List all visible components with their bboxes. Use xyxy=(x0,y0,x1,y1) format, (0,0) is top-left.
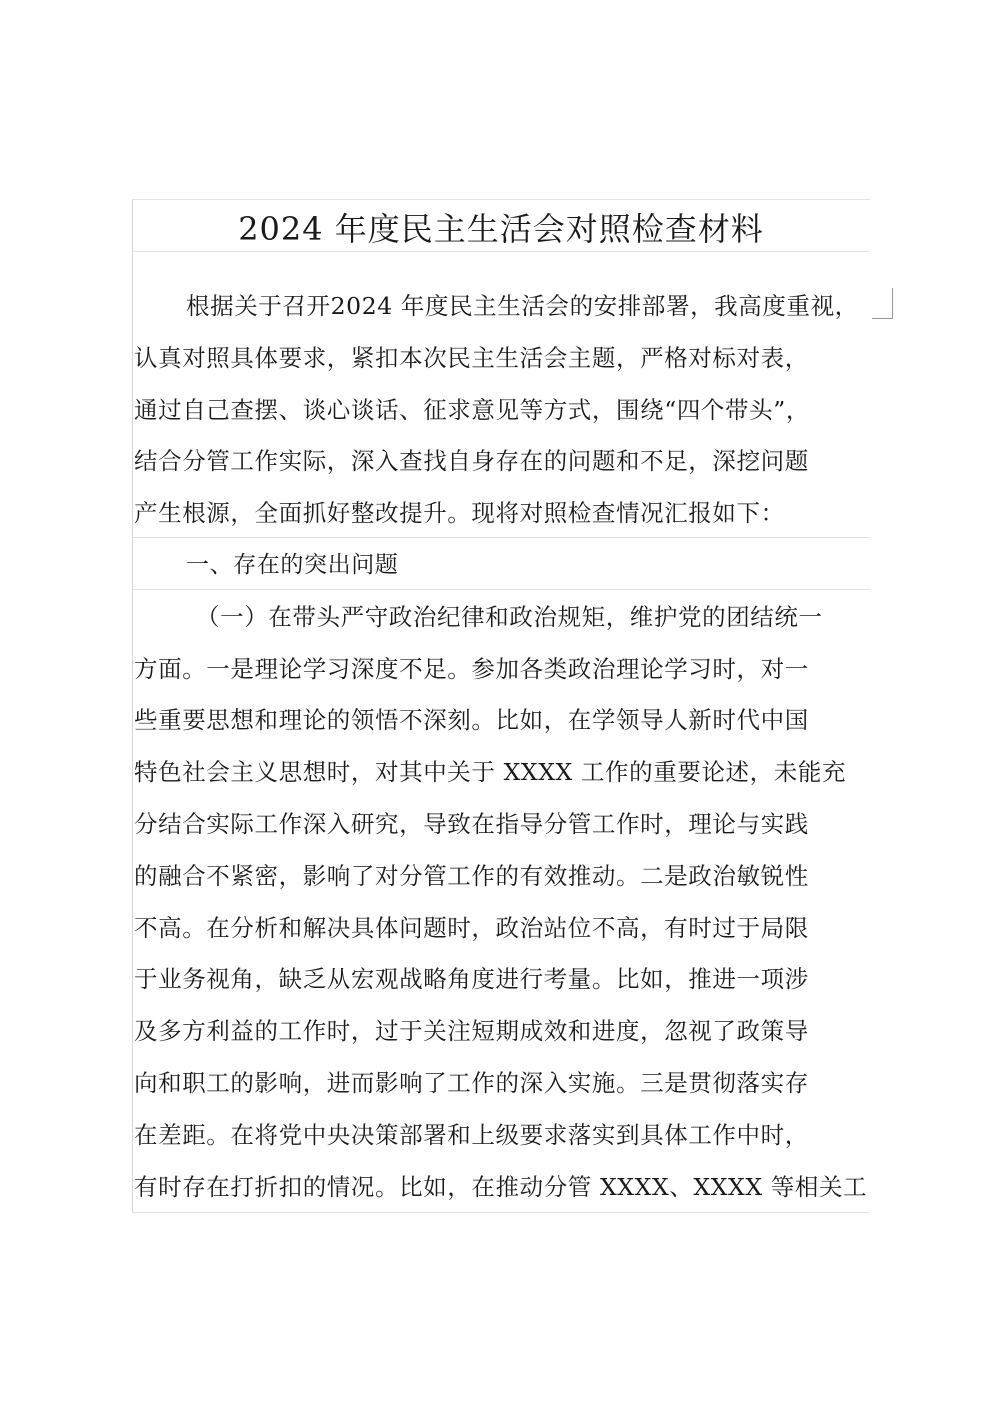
paragraph-line: 产生根源，全面抓好整改提升。现将对照检查情况汇报如下： xyxy=(134,499,785,528)
paragraph-line: 向和职工的影响，进而影响了工作的深入实施。三是贯彻落实存 xyxy=(134,1068,809,1097)
document-title: 2024 年度民主生活会对照检查材料 xyxy=(238,210,764,248)
document-body xyxy=(134,281,874,1213)
paragraph-line: 分结合实际工作深入研究，导致在指导分管工作时，理论与实践 xyxy=(134,809,809,838)
paragraph-line: 根据关于召开2024 年度民主生活会的安排部署，我高度重视， xyxy=(186,292,859,320)
paragraph-line: 有时存在打折扣的情况。比如，在推动分管 XXXX、XXXX 等相关工 xyxy=(134,1172,868,1201)
paragraph-line: 及多方利益的工作时，过于关注短期成效和进度，忽视了政策导 xyxy=(134,1017,809,1046)
paragraph-line: 认真对照具体要求，紧扣本次民主生活会主题，严格对标对表， xyxy=(134,343,809,372)
section-heading: 一、存在的突出问题 xyxy=(186,551,399,578)
paragraph-line: 的融合不紧密，影响了对分管工作的有效推动。二是政治敏锐性 xyxy=(134,861,809,890)
paragraph-line: 结合分管工作实际，深入查找自身存在的问题和不足，深挖问题 xyxy=(134,447,809,476)
frame-left-border xyxy=(132,199,133,1213)
frame-top-border xyxy=(132,199,870,200)
paragraph-line: 通过自己查摆、谈心谈话、征求意见等方式，围绕“四个带头”， xyxy=(134,395,810,424)
paragraph-line: 在差距。在将党中央决策部署和上级要求落实到具体工作中时， xyxy=(134,1120,809,1149)
margin-corner-mark xyxy=(872,288,893,319)
paragraph-line: 方面。一是理论学习深度不足。参加各类政治理论学习时，对一 xyxy=(134,654,809,683)
paragraph-line: （一）在带头严守政治纪律和政治规矩，维护党的团结统一 xyxy=(196,602,823,631)
paragraph-line: 些重要思想和理论的领悟不深刻。比如，在学领导人新时代中国 xyxy=(134,706,809,735)
paragraph-line: 不高。在分析和解决具体问题时，政治站位不高，有时过于局限 xyxy=(134,913,809,942)
paragraph-line: 于业务视角，缺乏从宏观战略角度进行考量。比如，推进一项涉 xyxy=(134,965,809,994)
paragraph-line: 特色社会主义思想时，对其中关于 XXXX 工作的重要论述，未能充 xyxy=(134,758,847,787)
